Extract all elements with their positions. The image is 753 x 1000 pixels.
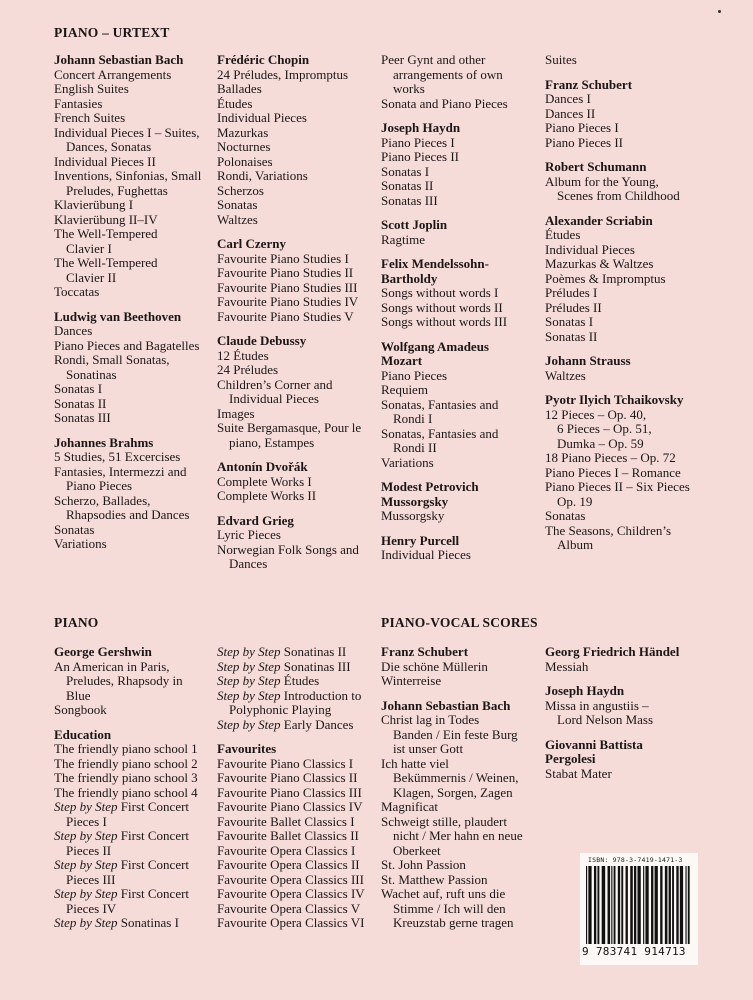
work-title: 24 Préludes [217, 362, 279, 377]
work-title: Concert Arrangements [54, 66, 172, 82]
work-title: Nocturnes [217, 139, 271, 154]
work-title: Sonatas III [54, 410, 111, 425]
composer-block [381, 534, 541, 563]
composer-name: Ludwig van Beethoven [54, 308, 182, 324]
work-title: Ich hatte viel [381, 755, 449, 771]
work-title: Études [217, 95, 253, 111]
composer-name: Alexander Scriabin [545, 212, 653, 228]
barcode-bar [634, 866, 636, 944]
work-title: arrangements of own [393, 66, 503, 82]
composer-name: Franz Schubert [381, 644, 469, 659]
work-title: Step by Step First Concert [54, 886, 190, 901]
composer-block [54, 310, 214, 426]
work-title: Préludes II [545, 299, 602, 315]
work-title: Scenes from Childhood [557, 188, 680, 203]
urtext-column-1 [54, 53, 214, 562]
work-title: St. John Passion [381, 857, 466, 872]
work-title: Préludes I [545, 285, 598, 300]
work-title: Piano Pieces I [545, 120, 619, 135]
work-title: Sonatas [54, 521, 95, 537]
work-title: Stabat Mater [545, 765, 612, 781]
work-title: Step by Step Sonatinas II [217, 644, 347, 659]
work-title: Rondi I [393, 411, 433, 426]
work-title: Missa in angustiis – [545, 697, 649, 713]
work-title: 18 Piano Pieces – Op. 72 [545, 450, 676, 465]
work-title: piano, Estampes [229, 434, 315, 450]
work-title: Step by Step First Concert [54, 799, 190, 814]
barcode-bar [669, 866, 671, 944]
piano-column-2 [217, 645, 377, 941]
work-title: Mazurkas [217, 124, 269, 140]
composer-name: Wolfgang Amadeus [381, 338, 489, 354]
barcode-bar [597, 866, 599, 944]
composer-name: Scott Joplin [381, 217, 448, 232]
work-title: Step by Step Introduction to [217, 687, 362, 703]
composer-name: Henry Purcell [381, 532, 460, 548]
work-title: Piano Pieces [381, 367, 448, 383]
work-title: Favourite Piano Classics II [217, 770, 358, 785]
work-title: Scherzo, Ballades, [54, 492, 151, 508]
work-title: Sonatinas [66, 366, 117, 382]
work-title: Peer Gynt and other [381, 52, 486, 67]
work-title: Magnificat [381, 799, 439, 814]
work-title: Piano Pieces I – Romance [545, 464, 681, 480]
work-title: 5 Studies, 51 Excercises [54, 449, 181, 464]
barcode-bar [608, 866, 611, 944]
work-title: English Suites [54, 81, 129, 96]
composer-block [54, 645, 214, 718]
composer-block [217, 53, 377, 227]
work-title: Favourite Opera Classics I [217, 842, 356, 858]
barcode-bar [685, 866, 686, 944]
barcode-bar [660, 866, 662, 944]
work-title: Images [217, 405, 255, 421]
composer-block [545, 354, 725, 383]
work-title: Piano Pieces [66, 478, 133, 493]
composer-name: Giovanni Battista [545, 736, 643, 752]
work-title: Pieces II [66, 842, 112, 858]
work-title: Favourite Piano Classics I [217, 755, 354, 771]
work-title: Clavier II [66, 269, 117, 285]
work-title: Sonatas II [54, 395, 107, 411]
work-title: Ragtime [381, 231, 426, 247]
work-title: Suite Bergamasque, Pour le [217, 420, 362, 435]
work-title: Fantasies [54, 95, 103, 111]
work-title: The Seasons, Children’s [545, 522, 672, 538]
work-title: Favourite Piano Studies IV [217, 294, 359, 309]
composer-block [381, 480, 541, 524]
work-title: Toccatas [54, 284, 100, 299]
barcode-bar [594, 866, 596, 944]
work-title: Lord Nelson Mass [557, 712, 654, 727]
composer-name: George Gershwin [54, 644, 152, 659]
work-title: Step by Step Études [217, 673, 320, 688]
composer-name: Felix Mendelssohn- [381, 256, 489, 271]
work-title: Die schöne Müllerin [381, 658, 488, 674]
composer-block [381, 53, 541, 111]
composer-block [545, 645, 725, 674]
composer-block [54, 728, 214, 931]
work-title: Piano Pieces II [545, 134, 623, 150]
work-title: Pieces I [66, 813, 107, 829]
work-title: Individual Pieces [381, 547, 471, 562]
work-title: Individual Pieces [545, 241, 635, 257]
work-title: Sonatas, Fantasies and [381, 396, 499, 412]
work-title: Dances II [545, 105, 596, 121]
work-title: Piano Pieces I [381, 134, 455, 150]
composer-name: Pyotr Ilyich Tchaikovsky [545, 392, 684, 407]
work-title: Polonaises [217, 153, 273, 169]
composer-name: Robert Schumann [545, 159, 647, 174]
work-title: Suites [545, 52, 577, 67]
work-title: nicht / Mer hahn en neue [393, 828, 523, 843]
barcode-bar [611, 866, 612, 944]
work-title: Favourite Opera Classics VI [217, 915, 365, 930]
work-title: Piano Pieces II [381, 149, 459, 164]
composer-name: Antonín Dvořák [217, 459, 308, 474]
barcode-bar [645, 866, 648, 944]
composer-name: Modest Petrovich [381, 479, 479, 494]
work-title: Inventions, Sinfonias, Small [54, 168, 202, 183]
work-title: Individual Pieces [229, 391, 319, 406]
barcode [580, 853, 698, 965]
work-title: Clavier I [66, 240, 112, 256]
work-title: Requiem [381, 382, 428, 397]
work-title: Individual Pieces I – Suites, [54, 124, 200, 140]
work-title: Favourite Piano Studies III [217, 279, 358, 295]
work-title: Rondi, Variations [217, 168, 308, 183]
speck-mark [718, 10, 721, 13]
work-title: Waltzes [217, 211, 258, 227]
composer-block [217, 742, 377, 931]
work-title: The friendly piano school 4 [54, 784, 198, 800]
work-title: Songs without words III [381, 314, 508, 329]
work-title: Sonatas I [381, 163, 430, 179]
work-title: Songbook [54, 702, 107, 717]
work-title: Step by Step First Concert [54, 857, 190, 872]
work-title: Dances, Sonatas [66, 139, 152, 154]
work-title: French Suites [54, 110, 126, 125]
composer-block [545, 160, 725, 204]
composer-block [381, 257, 541, 330]
work-title: Scherzos [217, 182, 264, 198]
barcode-bar [680, 866, 683, 944]
work-title: Pieces III [66, 871, 116, 887]
work-title: Sonata and Piano Pieces [381, 95, 508, 111]
barcode-bar [626, 866, 628, 944]
work-title: Favourite Piano Studies V [217, 308, 354, 324]
work-title: An American in Paris, [54, 658, 170, 674]
composer-name: Johann Strauss [545, 353, 631, 368]
composer-block [54, 53, 214, 300]
work-title: Step by Step Sonatinas I [54, 915, 179, 930]
barcode-bar [688, 866, 690, 944]
work-title: Sonatas II [545, 328, 598, 344]
work-title: Pieces IV [66, 900, 117, 916]
work-title: Complete Works II [217, 488, 317, 503]
barcode-bar [676, 866, 678, 944]
composer-name: Johann Sebastian Bach [54, 52, 184, 67]
barcode-bar [637, 866, 640, 944]
barcode-bar [655, 866, 658, 944]
work-title: Fantasies, Intermezzi and [54, 463, 187, 479]
work-title: The friendly piano school 2 [54, 755, 198, 771]
work-title: Mussorgsky [381, 508, 445, 523]
work-title: Step by Step First Concert [54, 828, 190, 843]
section-title-piano: PIANO [54, 615, 99, 630]
composer-name: Frédéric Chopin [217, 52, 310, 67]
work-title: Dumka – Op. 59 [557, 435, 644, 451]
work-title: Sonatas I [545, 314, 594, 329]
barcode-bar [621, 866, 623, 944]
composer-block [545, 214, 725, 345]
work-title: Christ lag in Todes [381, 712, 480, 727]
work-title: Études [545, 227, 581, 242]
work-title: Klavierübung I [54, 197, 134, 212]
work-title: Preludes, Fughettas [66, 182, 168, 198]
composer-name: Bartholdy [381, 270, 438, 286]
composer-name: Johannes Brahms [54, 434, 154, 450]
composer-name: Georg Friedrich Händel [545, 644, 680, 659]
barcode-bar [614, 866, 616, 944]
barcode-bar [586, 866, 587, 944]
work-title: Preludes, Rhapsody in [66, 673, 183, 688]
section-title-urtext: PIANO – URTEXT [54, 25, 170, 40]
work-title: Favourite Opera Classics III [217, 871, 364, 887]
work-title: Individual Pieces II [54, 153, 156, 169]
work-title: Step by Step Sonatinas III [217, 658, 351, 674]
vocal-column-2 [545, 645, 725, 791]
composer-name: Pergolesi [545, 751, 596, 766]
work-title: Sonatas [545, 508, 586, 523]
composer-name: Johann Sebastian Bach [381, 697, 511, 713]
composer-block [217, 460, 377, 504]
piano-column-1 [54, 645, 214, 941]
work-title: Klagen, Sorgen, Zagen [393, 784, 513, 800]
urtext-column-2 [217, 53, 377, 582]
work-title: Wachet auf, ruft uns die [381, 886, 506, 901]
work-title: Album [557, 537, 594, 552]
work-title: works [393, 81, 425, 96]
work-title: The Well-Tempered [54, 226, 158, 241]
composer-block [381, 645, 541, 689]
work-title: The friendly piano school 1 [54, 741, 198, 756]
work-title: The Well-Tempered [54, 255, 158, 270]
work-title: Op. 19 [557, 493, 593, 509]
work-title: 12 Pieces – Op. 40, [545, 406, 647, 422]
work-title: Kreuzstab gerne tragen [393, 915, 514, 930]
work-title: Dances [54, 323, 93, 338]
work-title: Sonatas II [381, 178, 434, 193]
work-title: Sonatas [217, 197, 258, 212]
composer-block [217, 237, 377, 324]
work-title: Favourite Piano Classics III [217, 784, 362, 800]
work-title: Favourite Ballet Classics I [217, 813, 355, 829]
barcode-bar [665, 866, 668, 944]
composer-block [217, 645, 377, 732]
barcode-bars [586, 866, 692, 944]
work-title: St. Matthew Passion [381, 871, 488, 887]
composer-name: Joseph Haydn [545, 683, 625, 698]
composer-name: Education [54, 726, 112, 742]
barcode-digits: 9 783741 914713 [582, 945, 686, 958]
work-title: Polyphonic Playing [229, 702, 332, 717]
composer-block [381, 218, 541, 247]
work-title: Favourite Opera Classics II [217, 857, 360, 872]
work-title: Songs without words I [381, 285, 499, 300]
work-title: Variations [54, 536, 107, 551]
work-title: Rondi, Small Sonatas, [54, 352, 170, 367]
composer-name: Mussorgsky [381, 493, 449, 509]
work-title: Piano Pieces II – Six Pieces [545, 479, 690, 494]
work-title: Lyric Pieces [217, 527, 281, 542]
composer-block [54, 436, 214, 552]
composer-block [381, 340, 541, 471]
work-title: Step by Step Early Dances [217, 716, 354, 732]
work-title: 12 Études [217, 347, 269, 363]
vocal-column-1 [381, 645, 541, 941]
work-title: Rhapsodies and Dances [66, 507, 190, 522]
urtext-column-4 [545, 53, 725, 563]
work-title: Mazurkas & Waltzes [545, 256, 654, 271]
work-title: Rondi II [393, 440, 437, 455]
work-title: Piano Pieces and Bagatelles [54, 337, 200, 353]
work-title: Children’s Corner and [217, 376, 333, 392]
work-title: Favourite Piano Studies I [217, 250, 349, 266]
barcode-bar [643, 866, 644, 944]
urtext-column-3 [381, 53, 541, 573]
work-title: Messiah [545, 658, 589, 674]
work-title: Blue [66, 687, 91, 703]
composer-block [217, 334, 377, 450]
composer-name: Joseph Haydn [381, 120, 461, 135]
work-title: 6 Pieces – Op. 51, [557, 421, 652, 436]
work-title: Dances [229, 556, 268, 571]
barcode-bar [651, 866, 653, 944]
barcode-bar [630, 866, 633, 944]
work-title: Favourite Piano Studies II [217, 265, 354, 280]
composer-name: Edvard Grieg [217, 512, 294, 528]
work-title: Variations [381, 454, 434, 470]
composer-block [545, 53, 725, 68]
composer-name: Franz Schubert [545, 76, 633, 92]
work-title: Favourite Opera Classics IV [217, 886, 365, 901]
work-title: Complete Works I [217, 473, 312, 489]
work-title: Winterreise [381, 673, 442, 688]
work-title: Favourite Piano Classics IV [217, 799, 363, 814]
work-title: Individual Pieces [217, 110, 307, 125]
section-title-vocal-scores: PIANO-VOCAL SCORES [381, 615, 538, 630]
work-title: Dances I [545, 91, 591, 106]
work-title: ist unser Gott [393, 741, 464, 756]
composer-block [381, 121, 541, 208]
work-title: Songs without words II [381, 299, 503, 315]
work-title: Favourite Ballet Classics II [217, 828, 359, 843]
work-title: Klavierübung II–IV [54, 211, 158, 227]
composer-block [545, 393, 725, 553]
work-title: Album for the Young, [545, 173, 659, 189]
work-title: Oberkeet [393, 842, 441, 858]
composer-name: Carl Czerny [217, 236, 286, 251]
work-title: Favourite Opera Classics V [217, 900, 361, 916]
work-title: Schweigt stille, plaudert [381, 813, 508, 829]
barcode-bar [602, 866, 606, 944]
composer-block [217, 514, 377, 572]
work-title: Norwegian Folk Songs and [217, 541, 359, 557]
composer-name: Claude Debussy [217, 333, 307, 348]
barcode-bar [588, 866, 591, 944]
work-title: The friendly piano school 3 [54, 770, 198, 785]
composer-block [545, 738, 725, 782]
composer-name: Favourites [217, 741, 277, 756]
composer-block [381, 699, 541, 931]
composer-block [545, 684, 725, 728]
work-title: Bekümmernis / Weinen, [393, 770, 519, 785]
work-title: Stimme / Ich will den [393, 900, 506, 916]
work-title: Sonatas III [381, 192, 438, 208]
barcode-bar [672, 866, 674, 944]
composer-block [545, 78, 725, 151]
work-title: Sonatas I [54, 381, 103, 396]
work-title: Ballades [217, 81, 262, 96]
work-title: Sonatas, Fantasies and [381, 425, 499, 441]
work-title: Poèmes & Impromptus [545, 270, 666, 286]
isbn-label: ISBN: 978-3-7419-1471-3 [588, 856, 683, 864]
composer-name: Mozart [381, 353, 423, 368]
work-title: Banden / Ein feste Burg [393, 726, 518, 742]
work-title: Waltzes [545, 367, 586, 383]
barcode-bar [618, 866, 620, 944]
work-title: 24 Préludes, Impromptus [217, 66, 349, 82]
